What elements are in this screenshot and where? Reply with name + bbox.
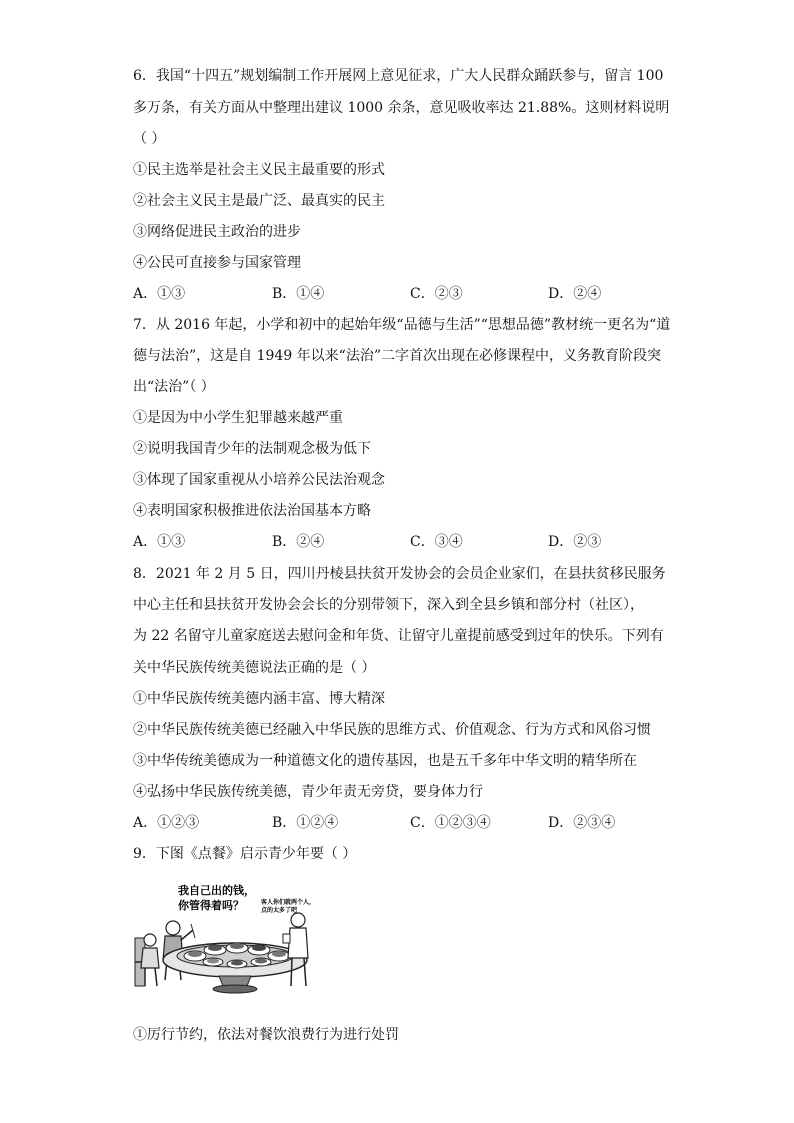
dining-cartoon (133, 880, 318, 995)
q6-item-4: ④公民可直接参与国家管理 (133, 255, 301, 271)
q6-item-2: ②社会主义民主是最广泛、最真实的民主 (133, 193, 385, 209)
q6-option-d[interactable]: D．②④ (548, 286, 602, 302)
cartoon-speech-left-1: 我自己出的钱， (178, 884, 255, 897)
q9-item-1: ①厉行节约，依法对餐饮浪费行为进行处罚 (133, 1027, 399, 1043)
q8-item-1: ①中华民族传统美德内涵丰富、博大精深 (133, 691, 385, 707)
q7-item-2: ②说明我国青少年的法制观念极为低下 (133, 441, 371, 457)
q8-stem-line-3: 为 22 名留守儿童家庭送去慰问金和年货、让留守儿童提前感受到过年的快乐。下列有 (133, 628, 664, 644)
q7-item-3: ③体现了国家重视从小培养公民法治观念 (133, 472, 385, 488)
q7-option-a[interactable]: A．①③ (133, 534, 186, 550)
q8-option-a[interactable]: A．①②③ (133, 815, 200, 831)
q8-option-d[interactable]: D．②③④ (548, 815, 616, 831)
q6-stem-line-2: 多万条，有关方面从中整理出建议 1000 余条，意见吸收率达 21.88%。这则材料说明 (133, 100, 670, 116)
q8-option-b[interactable]: B．①②④ (272, 815, 339, 831)
q8-item-3: ③中华传统美德成为一种道德文化的遗传基因，也是五千多年中华文明的精华所在 (133, 753, 637, 769)
q7-stem-line-2: 德与法治”，这是自 1949 年以来“法治”二字首次出现在必修课程中，义务教育阶段突 (133, 348, 661, 364)
q8-item-2: ②中华民族传统美德已经融入中华民族的思维方式、价值观念、行为方式和风俗习惯 (133, 722, 651, 738)
q7-option-d[interactable]: D．②③ (548, 534, 602, 550)
q6-option-a[interactable]: A．①③ (133, 286, 186, 302)
q6-stem-line-1: 6．我国“十四五”规划编制工作开展网上意见征求，广大人民群众踊跃参与，留言 100 (133, 68, 664, 84)
cartoon-speech-right-1: 客人你们就两个人， (261, 899, 316, 906)
q8-stem-line-2: 中心主任和县扶贫开发协会会长的分别带领下，深入到全县乡镇和部分村（社区）， (133, 597, 644, 613)
q9-stem-line-1: 9．下图《点餐》启示青少年要（ ） (133, 846, 357, 862)
q8-item-4: ④弘扬中华民族传统美德，青少年责无旁贷，要身体力行 (133, 784, 483, 800)
q6-option-c[interactable]: C．②③ (410, 286, 463, 302)
q7-option-b[interactable]: B．②④ (272, 534, 325, 550)
cartoon-speech-left-2: 你管得着吗？ (178, 899, 244, 912)
q8-option-c[interactable]: C．①②③④ (410, 815, 491, 831)
q6-item-3: ③网络促进民主政治的进步 (133, 224, 301, 240)
q6-option-b[interactable]: B．①④ (272, 286, 325, 302)
q7-item-4: ④表明国家积极推进依法治国基本方略 (133, 503, 371, 519)
q7-option-c[interactable]: C．③④ (410, 534, 463, 550)
q8-stem-line-4: 关中华民族传统美德说法正确的是（ ） (133, 660, 376, 676)
cartoon-speech-right-2: 点的太多了吧 (261, 907, 298, 914)
q7-stem-line-1: 7．从 2016 年起，小学和初中的起始年级“品德与生活”“思想品德”教材统一更名为“道 (133, 317, 671, 333)
q7-stem-line-3: 出“法治”（ ） (133, 379, 215, 395)
q8-stem-line-1: 8．2021 年 2 月 5 日，四川丹棱县扶贫开发协会的会员企业家们，在县扶贫移民服务 (133, 566, 666, 582)
q7-item-1: ①是因为中小学生犯罪越来越严重 (133, 410, 343, 426)
q6-item-1: ①民主选举是社会主义民主最重要的形式 (133, 162, 385, 178)
q6-stem-line-3: （ ） (133, 131, 166, 147)
